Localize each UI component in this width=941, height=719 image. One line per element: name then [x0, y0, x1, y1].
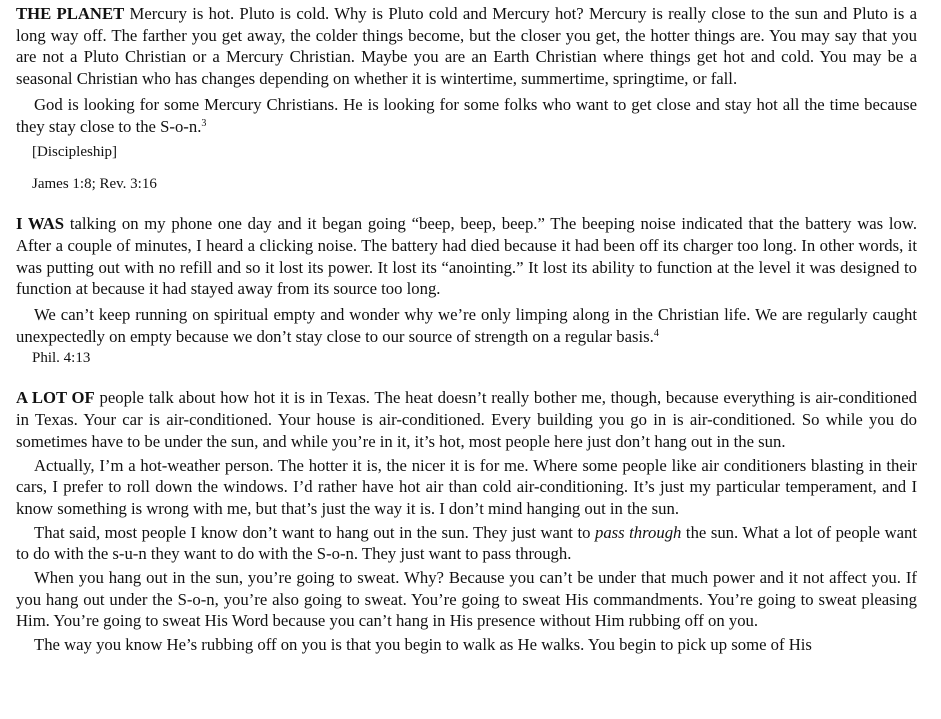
- footnote-marker: 4: [653, 327, 659, 339]
- illustration-entry: [16, 387, 917, 656]
- body-paragraph: The way you know He’s rubbing off on you is that you begin to walk as He walks. You begin to pick up some of His: [34, 635, 812, 655]
- body-paragraph: THE PLANET Mercury is hot. Pluto is cold. Why is Pluto cold and Mercury hot? Mercury is really close to the sun and Pluto is a long way off. The farther you get away, the colder things become, but the closer you get, the hotter things are. You may say that you are not a Pluto Christian or a Mercury Christian. Maybe you are an Earth Christian where things get hot and cold. You may be a seasonal Christian who has changes depending on whether it is wintertime, summertime, springtime, or fall.: [16, 4, 918, 89]
- scripture-references: James 1:8; Rev. 3:16: [32, 176, 157, 193]
- footnote-marker: 3: [201, 117, 207, 129]
- body-paragraph: We can’t keep running on spiritual empty and wonder why we’re only limping along in the Christian life. We are regularly caught unexpectedly on empty because we don’t stay close to our source of strength on a regular basis.$^4$: [16, 305, 917, 346]
- body-paragraph: That said, most people I know don’t want to hang out in the sun. They just want to pass through the sun. What a lot of people want to do with the s-u-n they want to do with the S-o-n. They just want to pass through.: [16, 522, 918, 564]
- body-paragraph: When you hang out in the sun, you’re going to sweat. Why? Because you can’t be under that much power and it not affect you. If you hang out under the S-o-n, you’re also going to sweat. You’re going to sweat His commandments. You’re going to sweat pleasing Him. You’re going to sweat His Word because you can’t hang in His presence without Him rubbing off on you.: [16, 568, 917, 631]
- category-label: [Discipleship]: [32, 144, 117, 161]
- lead-in-words: A LOT OF: [16, 388, 95, 408]
- body-paragraph: I WAS talking on my phone one day and it began going “beep, beep, beep.” The beeping noise indicated that the battery was low. After a couple of minutes, I heard a clicking noise. The battery had died because it had been off its charger too long. In other words, it was putting out with no refill and so it lost its power. It lost its “anointing.” It lost its ability to function at the level it was designed to function at because it had stayed away from its source too long.: [16, 214, 918, 299]
- body-paragraph: Actually, I’m a hot-weather person. The hotter it is, the nicer it is for me. Where some people like air conditioners blasting in their cars, I prefer to roll down the windows. I’d rather have hot air than cold air-conditioning. It’s just my particular temperament, and I know something is wrong with me, but that’s just the way it is. I don’t mind hanging out in the sun.: [16, 455, 917, 518]
- document-page: [16, 3, 917, 656]
- illustration-entry: [16, 213, 917, 369]
- scripture-references: Phil. 4:13: [32, 350, 91, 367]
- body-paragraph: God is looking for some Mercury Christians. He is looking for some folks who want to get close and stay hot all the time because they stay close to the S-o-n.$^3$: [16, 94, 917, 136]
- emphasized-phrase: pass through: [594, 522, 682, 542]
- lead-in-words: THE PLANET: [16, 4, 125, 23]
- lead-in-words: I WAS: [16, 214, 65, 234]
- body-paragraph: A LOT OF people talk about how hot it is in Texas. The heat doesn’t really bother me, though, because everything is air-conditioned in Texas. Your car is air-conditioned. Your house is air-conditioned. Every building you go in is air-conditioned. So while you do sometimes have to be under the sun, and while you’re in it, it’s hot, most people here just don’t hang out in the sun.: [16, 388, 918, 451]
- illustration-entry: [16, 3, 917, 195]
